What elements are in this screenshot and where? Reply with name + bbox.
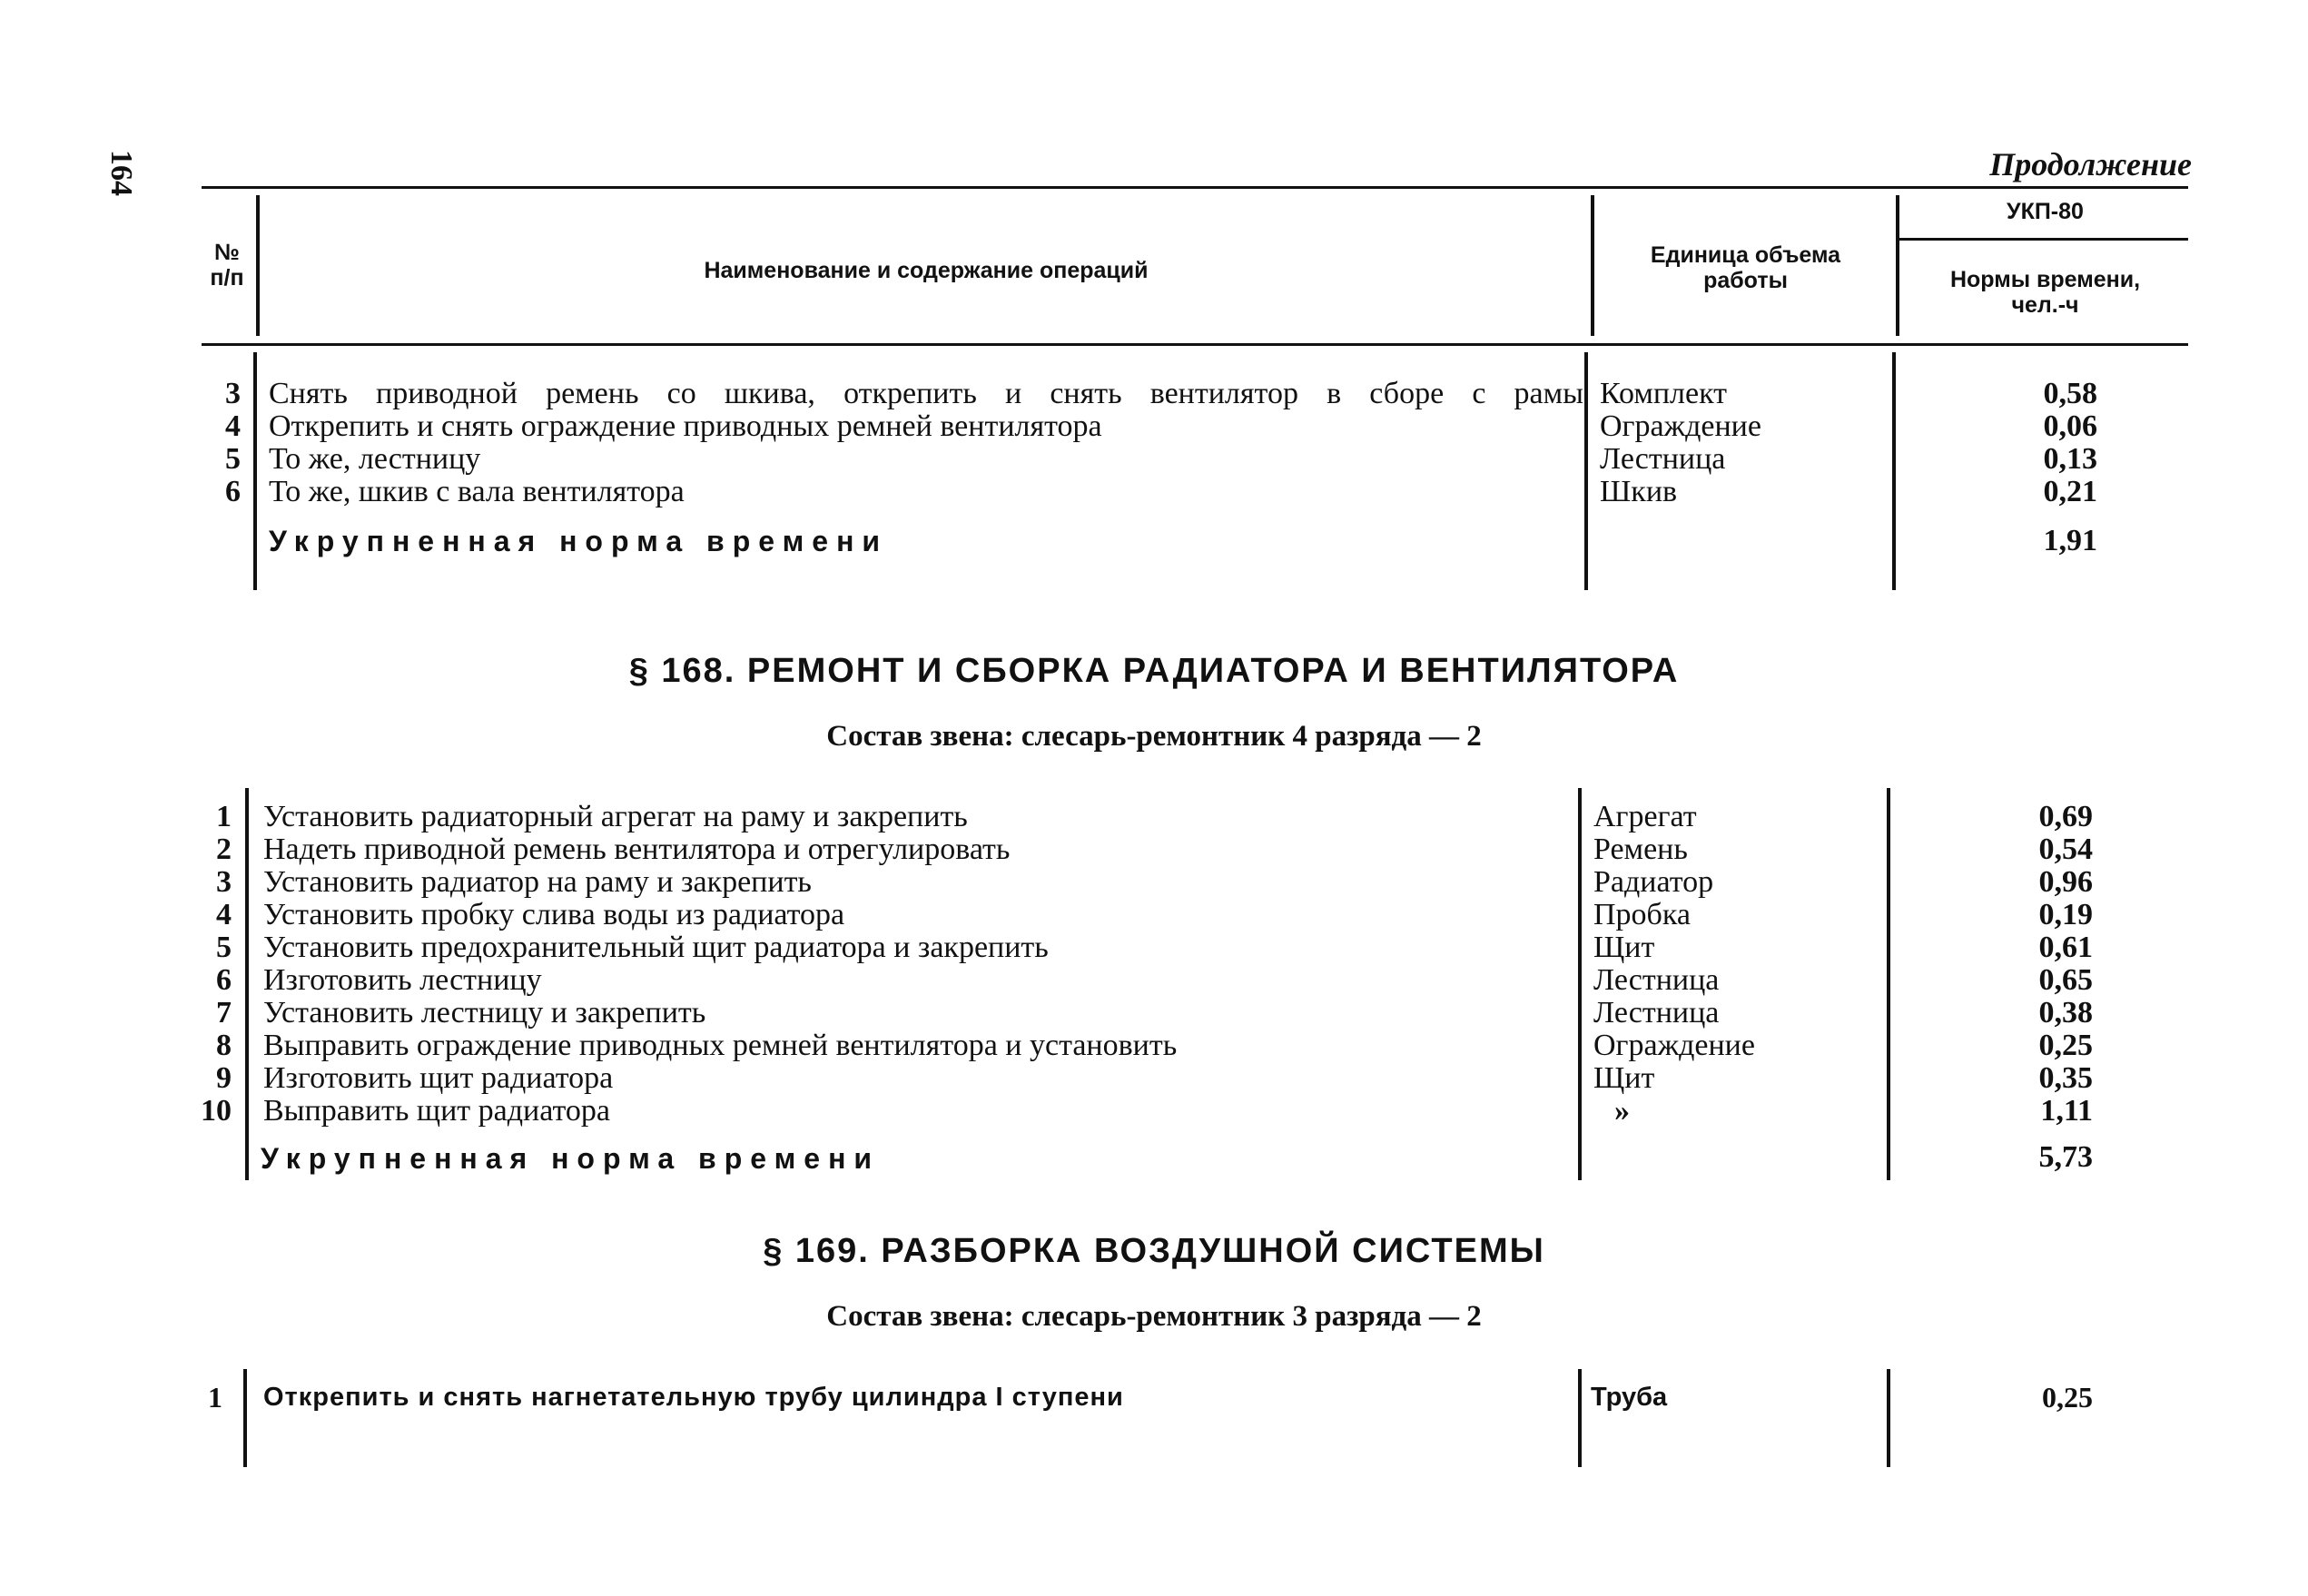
time-norm: 0,96 [2038,865,2093,899]
column-divider [243,1369,247,1467]
work-unit: Труба [1591,1383,1668,1412]
column-divider [1584,352,1588,590]
work-unit: Лестница [1593,963,1720,997]
row-number: 4 [216,898,232,931]
column-divider [253,352,257,590]
operation-name: Выправить ограждение приводных ремней вентилятора и установить [263,1029,1178,1062]
time-norm: 0,25 [2042,1381,2093,1414]
page-number: 164 [104,150,138,196]
work-unit: Шкив [1600,475,1678,508]
work-unit: Лестница [1600,442,1726,476]
row-number: 3 [225,377,241,410]
section-title: § 168. РЕМОНТ И СБОРКА РАДИАТОРА И ВЕНТИЛЯТОРА [628,652,1680,690]
operation-name: Установить предохранительный щит радиатора и закрепить [263,931,1049,964]
time-norm: 0,38 [2038,996,2093,1030]
time-norm: 1,11 [2040,1094,2093,1128]
column-divider [245,788,249,1180]
row-number: 1 [208,1381,222,1414]
work-unit: Ограждение [1593,1029,1755,1062]
row-number: 7 [216,996,232,1030]
header-bottom-rule [202,343,2188,346]
operation-name: Изготовить щит радиатора [263,1061,614,1095]
operation-name: Открепить и снять ограждение приводных ремней вентилятора [269,409,1102,443]
work-unit: » [1614,1094,1630,1128]
crew-composition: Состав звена: слесарь-ремонтник 4 разряда — 2 [826,720,1482,753]
header-name: Наименование и содержание операций [704,258,1149,283]
work-unit: Ремень [1593,832,1688,866]
header-ukp: УКП-80 [2007,199,2084,224]
time-norm: 0,19 [2038,898,2093,931]
time-norm: 0,25 [2038,1029,2093,1062]
summary-value: 1,91 [2043,524,2097,557]
operation-name: Установить лестницу и закрепить [263,996,706,1030]
time-norm: 0,58 [2043,377,2097,410]
section-title: § 169. РАЗБОРКА ВОЗДУШНОЙ СИСТЕМЫ [763,1232,1545,1270]
row-number: 2 [216,832,232,866]
row-number: 5 [225,442,241,476]
row-number: 6 [216,963,232,997]
operation-name: Установить радиатор на раму и закрепить [263,865,812,899]
column-divider [1578,1369,1582,1467]
work-unit: Щит [1593,931,1655,964]
row-number: 10 [201,1094,232,1128]
summary-label: Укрупненная норма времени [269,525,889,557]
crew-composition: Состав звена: слесарь-ремонтник 3 разряда — 2 [826,1300,1482,1333]
operation-name: Снять приводной ремень со шкива, открепить и снять вентилятор в сборе с рамы [269,377,1583,410]
work-unit: Комплект [1600,377,1728,410]
work-unit: Агрегат [1593,800,1697,833]
operation-name: Выправить щит радиатора [263,1094,610,1128]
time-norm: 0,69 [2038,800,2093,833]
time-norm: 0,54 [2038,832,2093,866]
operation-name: Открепить и снять нагнетательную трубу цилиндра I ступени [263,1383,1124,1412]
column-divider [1892,352,1896,590]
time-norm: 0,13 [2043,442,2097,476]
time-norm: 0,06 [2043,409,2097,443]
row-number: 5 [216,931,232,964]
row-number: 8 [216,1029,232,1062]
work-unit: Щит [1593,1061,1655,1095]
column-divider [1887,1369,1890,1467]
header-divider [256,195,260,336]
header-top-rule [202,186,2188,189]
row-number: 4 [225,409,241,443]
header-norms: Нормы времени, чел.-ч [1949,267,2141,318]
work-unit: Ограждение [1600,409,1761,443]
operation-name: Установить пробку слива воды из радиатора [263,898,845,931]
summary-value: 5,73 [2038,1140,2093,1174]
continuation-label: Продолжение [1989,146,2192,182]
time-norm: 0,61 [2038,931,2093,964]
time-norm: 0,21 [2043,475,2097,508]
row-number: 6 [225,475,241,508]
ukp-rule [1898,238,2188,241]
header-num: № п/п [210,240,244,291]
operation-name: Установить радиаторный агрегат на раму и закрепить [263,800,968,833]
operation-name: То же, лестницу [269,442,481,476]
summary-label: Укрупненная норма времени [261,1142,881,1175]
operation-name: Изготовить лестницу [263,963,542,997]
header-unit: Единица объема работы [1650,242,1841,293]
header-divider [1591,195,1594,336]
row-number: 3 [216,865,232,899]
operation-name: То же, шкив с вала вентилятора [269,475,685,508]
header-divider [1896,195,1899,336]
time-norm: 0,35 [2038,1061,2093,1095]
work-unit: Радиатор [1593,865,1714,899]
row-number: 1 [216,800,232,833]
work-unit: Лестница [1593,996,1720,1030]
work-unit: Пробка [1593,898,1691,931]
column-divider [1578,788,1582,1180]
time-norm: 0,65 [2038,963,2093,997]
operation-name: Надеть приводной ремень вентилятора и отрегулировать [263,832,1011,866]
row-number: 9 [216,1061,232,1095]
column-divider [1887,788,1890,1180]
